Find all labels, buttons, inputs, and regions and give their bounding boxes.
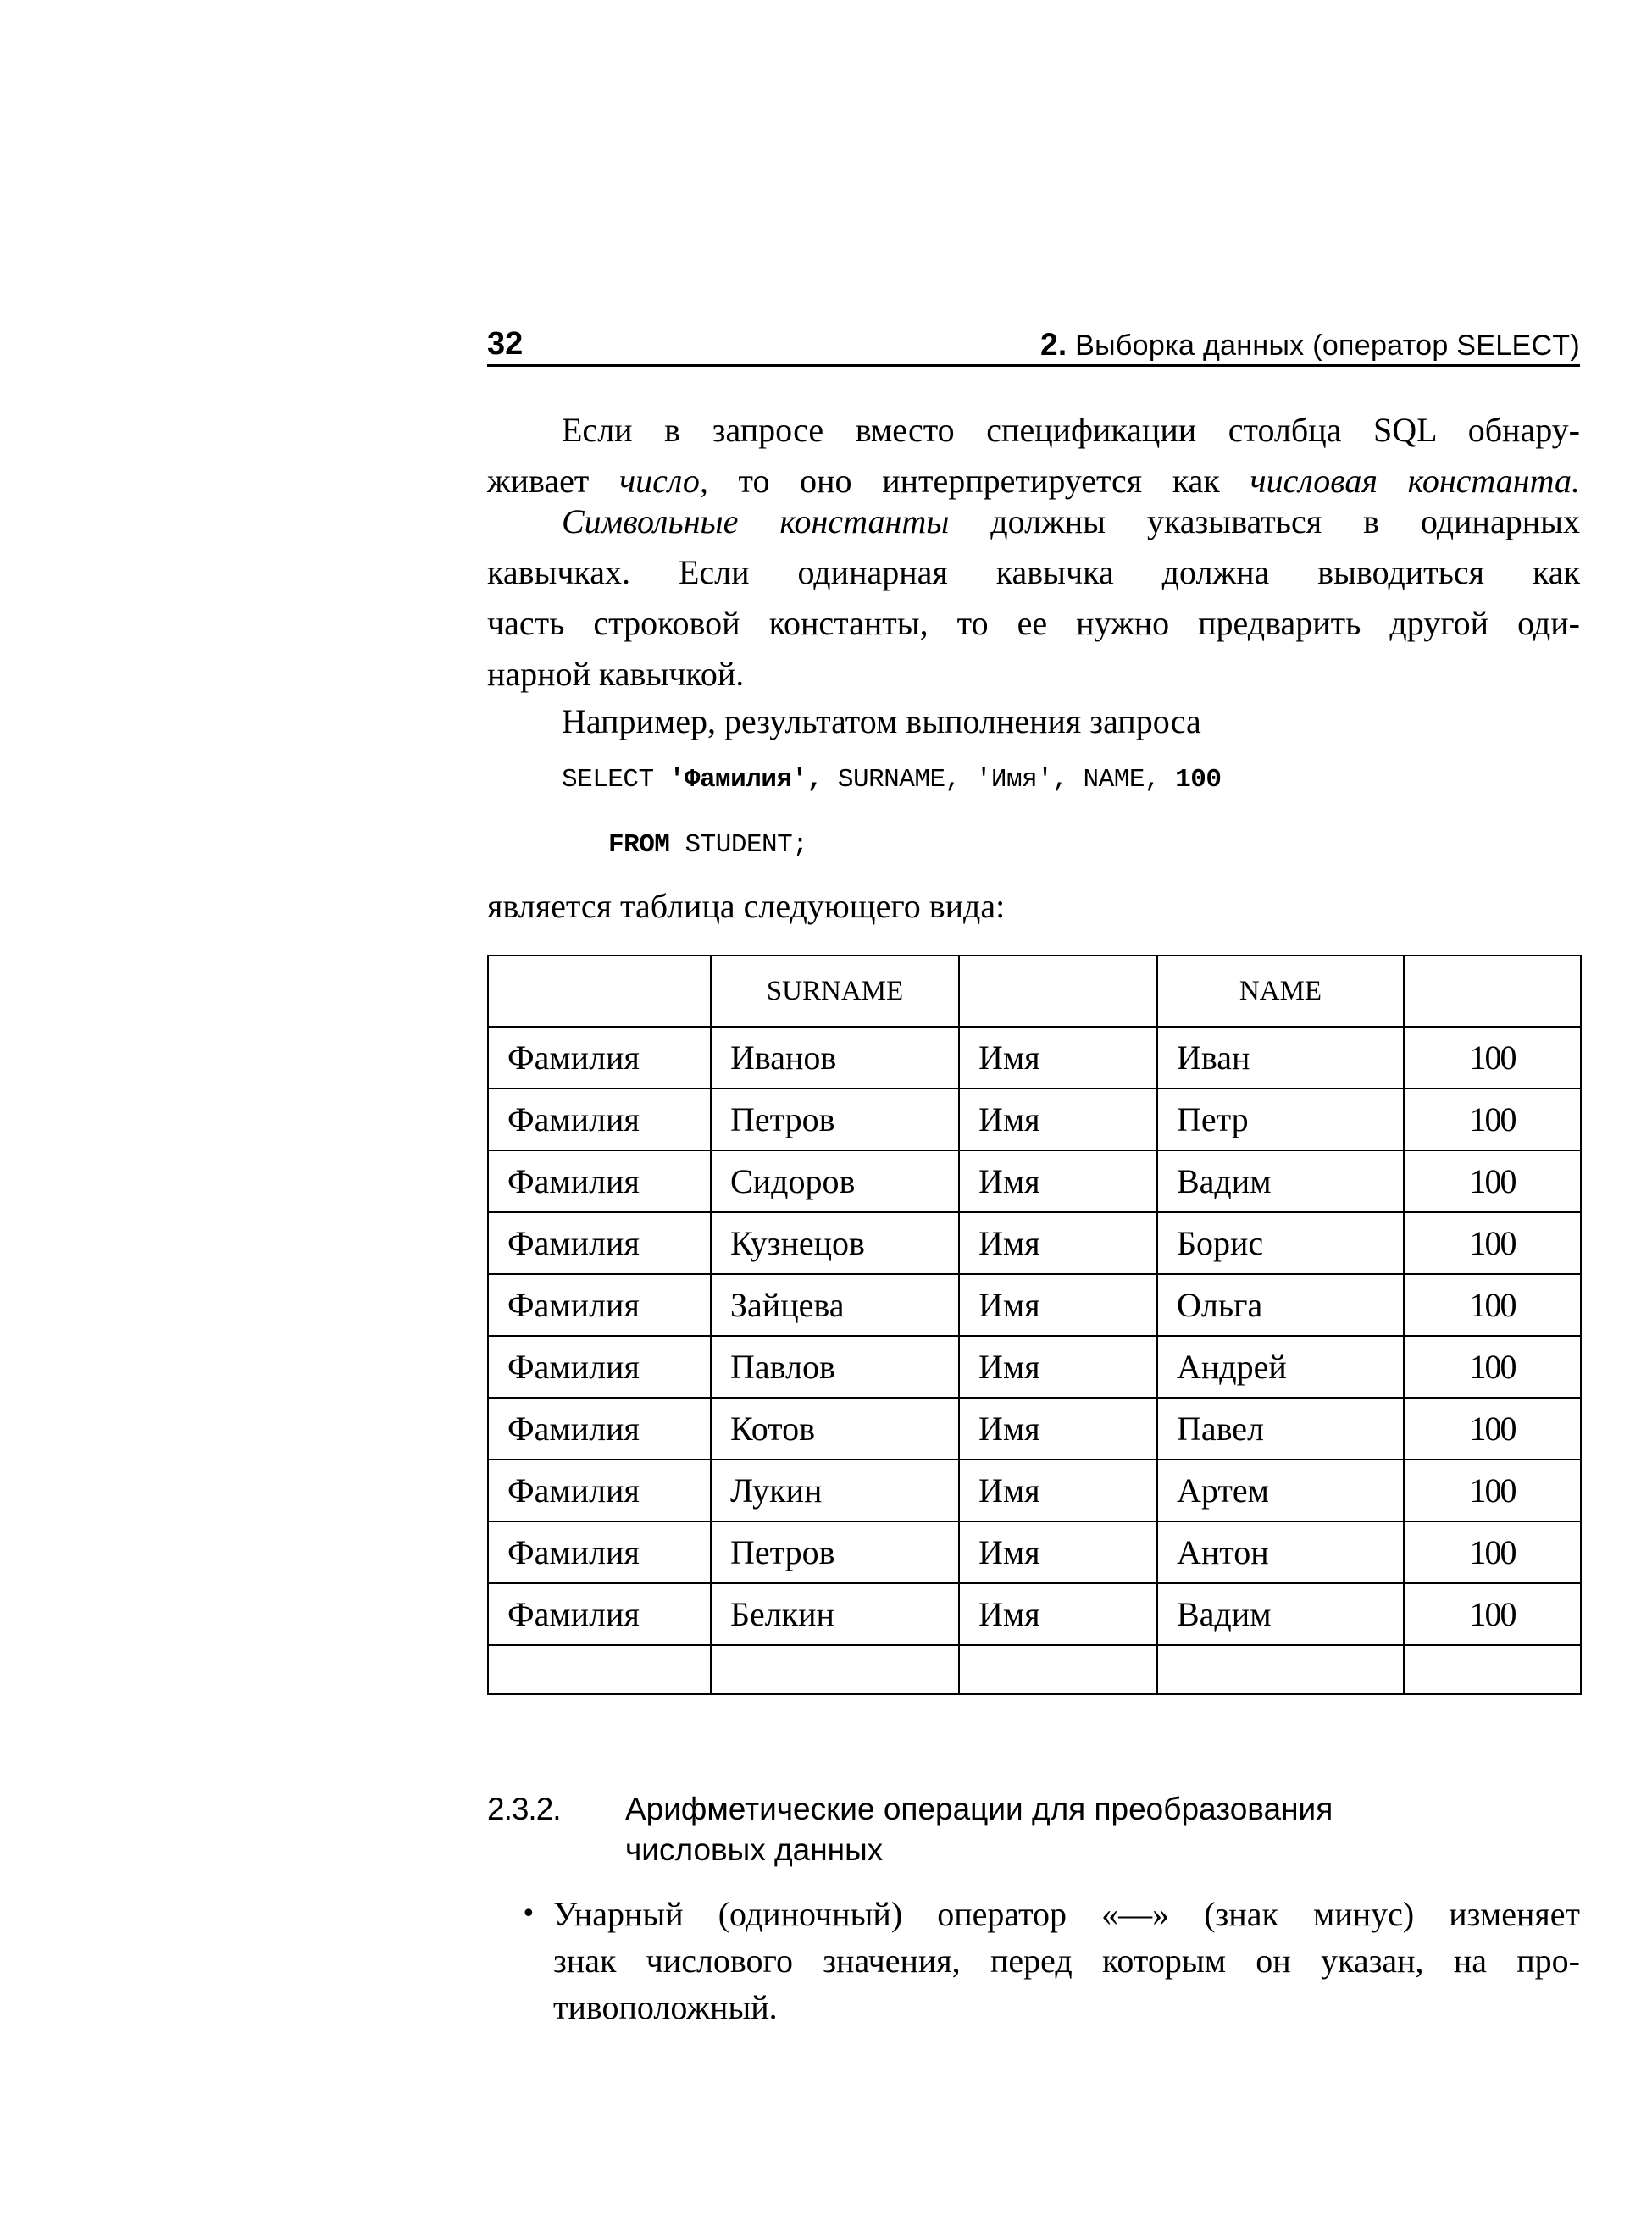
table-header-cell — [488, 956, 711, 1027]
section-title-line: Арифметические операции для преобразования — [625, 1792, 1333, 1826]
table-cell: Фамилия — [488, 1336, 711, 1398]
table-cell: 100 — [1404, 1583, 1581, 1645]
table-cell: Кузнецов — [711, 1212, 959, 1274]
paragraph-line: является таблица следующего вида: — [487, 887, 1006, 925]
sql-column-name: NAME, — [1083, 765, 1161, 795]
table-cell: Фамилия — [488, 1521, 711, 1583]
table-cell-empty — [1404, 1645, 1581, 1694]
table-cell: Ольга — [1157, 1274, 1404, 1336]
table-cell: Лукин — [711, 1460, 959, 1521]
table-header-cell: NAME — [1157, 956, 1404, 1027]
table-row — [488, 1398, 1581, 1460]
paragraph-string-constant — [487, 496, 1580, 700]
table-cell-empty — [711, 1645, 959, 1694]
table-cell: 100 — [1404, 1460, 1581, 1521]
table-cell: Павлов — [711, 1336, 959, 1398]
paragraph-example-intro — [487, 696, 1580, 747]
table-row — [488, 1274, 1581, 1336]
table-row — [488, 1460, 1581, 1521]
emphasis-string-constants: Символьные константы — [562, 502, 950, 540]
bullet-line: знак числового значения, перед которым он указан, на про- — [553, 1942, 1580, 1980]
table-row — [488, 1583, 1581, 1645]
sql-code-line-2 — [608, 830, 807, 860]
paragraph-line: Например, результатом выполнения запроса — [562, 702, 1201, 740]
table-cell: 100 — [1404, 1521, 1581, 1583]
table-cell: Борис — [1157, 1212, 1404, 1274]
table-cell: Фамилия — [488, 1460, 711, 1521]
table-cell: 100 — [1404, 1336, 1581, 1398]
table-row — [488, 1521, 1581, 1583]
table-cell: 100 — [1404, 1089, 1581, 1150]
page-number: 32 — [487, 326, 524, 362]
emphasis-numeric-constant: числовая константа. — [1250, 462, 1581, 500]
table-cell: 100 — [1404, 1212, 1581, 1274]
table-cell: Петров — [711, 1521, 959, 1583]
chapter-title — [1040, 327, 1580, 363]
table-row — [488, 1089, 1581, 1150]
table-cell: Имя — [959, 1460, 1157, 1521]
sql-keyword-select: SELECT — [562, 765, 654, 795]
paragraph-line: часть строковой константы, то ее нужно предварить другой оди- — [487, 604, 1580, 642]
table-cell: Сидоров — [711, 1150, 959, 1212]
sql-number: 100 — [1175, 765, 1222, 795]
table-cell-empty — [488, 1645, 711, 1694]
table-cell: Фамилия — [488, 1583, 711, 1645]
bullet-line: Унарный (одиночный) оператор «—» (знак минус) изменяет — [553, 1895, 1580, 1933]
table-cell: Имя — [959, 1212, 1157, 1274]
table-cell: Антон — [1157, 1521, 1404, 1583]
paragraph-line: кавычках. Если одинарная кавычка должна выводиться как — [487, 553, 1580, 591]
table-cell: Имя — [959, 1089, 1157, 1150]
table-cell: Фамилия — [488, 1274, 711, 1336]
table-cell: Фамилия — [488, 1398, 711, 1460]
table-body — [488, 1027, 1581, 1694]
table-cell: Имя — [959, 1583, 1157, 1645]
table-cell: 100 — [1404, 1027, 1581, 1089]
table-cell: Фамилия — [488, 1150, 711, 1212]
text-run: то оно интерпретируется как — [707, 462, 1250, 500]
table-row — [488, 1212, 1581, 1274]
table-cell: Имя — [959, 1274, 1157, 1336]
table-cell: Имя — [959, 1150, 1157, 1212]
section-title — [625, 1789, 1333, 1870]
table-cell: Андрей — [1157, 1336, 1404, 1398]
table-cell: Вадим — [1157, 1150, 1404, 1212]
paragraph-table-intro — [487, 881, 1580, 932]
table-cell: Фамилия — [488, 1027, 711, 1089]
emphasis-number: число, — [619, 462, 708, 500]
paragraph-line: Если в запросе вместо спецификации столбца SQL обнару- — [562, 411, 1580, 449]
section-title-line: числовых данных — [625, 1832, 884, 1867]
table-cell: Имя — [959, 1027, 1157, 1089]
table-cell: Имя — [959, 1336, 1157, 1398]
paragraph-line — [487, 496, 1580, 547]
table-cell: Артем — [1157, 1460, 1404, 1521]
table-cell: 100 — [1404, 1150, 1581, 1212]
paragraph-numeric-constant — [487, 405, 1580, 507]
table-header-cell — [959, 956, 1157, 1027]
table-cell: Фамилия — [488, 1212, 711, 1274]
section-number: 2.3.2. — [487, 1792, 561, 1826]
table-row-empty — [488, 1645, 1581, 1694]
table-row — [488, 1027, 1581, 1089]
bullet-line: тивоположный. — [553, 1988, 778, 2026]
table-cell: 100 — [1404, 1274, 1581, 1336]
sql-literal-family: 'Фамилия', — [668, 765, 823, 795]
table-row — [488, 1150, 1581, 1212]
table-cell: Иванов — [711, 1027, 959, 1089]
bullet-text — [553, 1891, 1580, 2030]
chapter-title-text: Выборка данных (оператор SELECT) — [1075, 330, 1580, 362]
bullet-icon: • — [521, 1899, 536, 1929]
table-cell: 100 — [1404, 1398, 1581, 1460]
table-cell: Белкин — [711, 1583, 959, 1645]
text-run: живает — [487, 462, 620, 500]
sql-table-name: STUDENT; — [685, 830, 808, 860]
table-cell: Фамилия — [488, 1089, 711, 1150]
table-header-cell: SURNAME — [711, 956, 959, 1027]
table-header-row — [488, 956, 1581, 1027]
table-cell: Иван — [1157, 1027, 1404, 1089]
sql-literal-name: 'Имя', — [975, 765, 1068, 795]
table-cell: Имя — [959, 1398, 1157, 1460]
sql-keyword-from: FROM — [608, 830, 670, 860]
table-cell: Зайцева — [711, 1274, 959, 1336]
table-cell: Петр — [1157, 1089, 1404, 1150]
paragraph-line: нарной кавычкой. — [487, 655, 745, 693]
table-cell: Котов — [711, 1398, 959, 1460]
sql-code-line-1 — [562, 765, 1221, 795]
table-cell: Имя — [959, 1521, 1157, 1583]
table-cell: Павел — [1157, 1398, 1404, 1460]
sql-column-surname: SURNAME, — [837, 765, 961, 795]
table-cell: Вадим — [1157, 1583, 1404, 1645]
table-cell-empty — [1157, 1645, 1404, 1694]
text-run: должны указываться в одинарных — [949, 502, 1581, 540]
table-header-cell — [1404, 956, 1581, 1027]
table-row — [488, 1336, 1581, 1398]
table-cell: Петров — [711, 1089, 959, 1150]
result-table — [487, 955, 1582, 1695]
running-header — [487, 324, 1580, 367]
table-cell-empty — [959, 1645, 1157, 1694]
chapter-number: 2. — [1039, 327, 1067, 362]
